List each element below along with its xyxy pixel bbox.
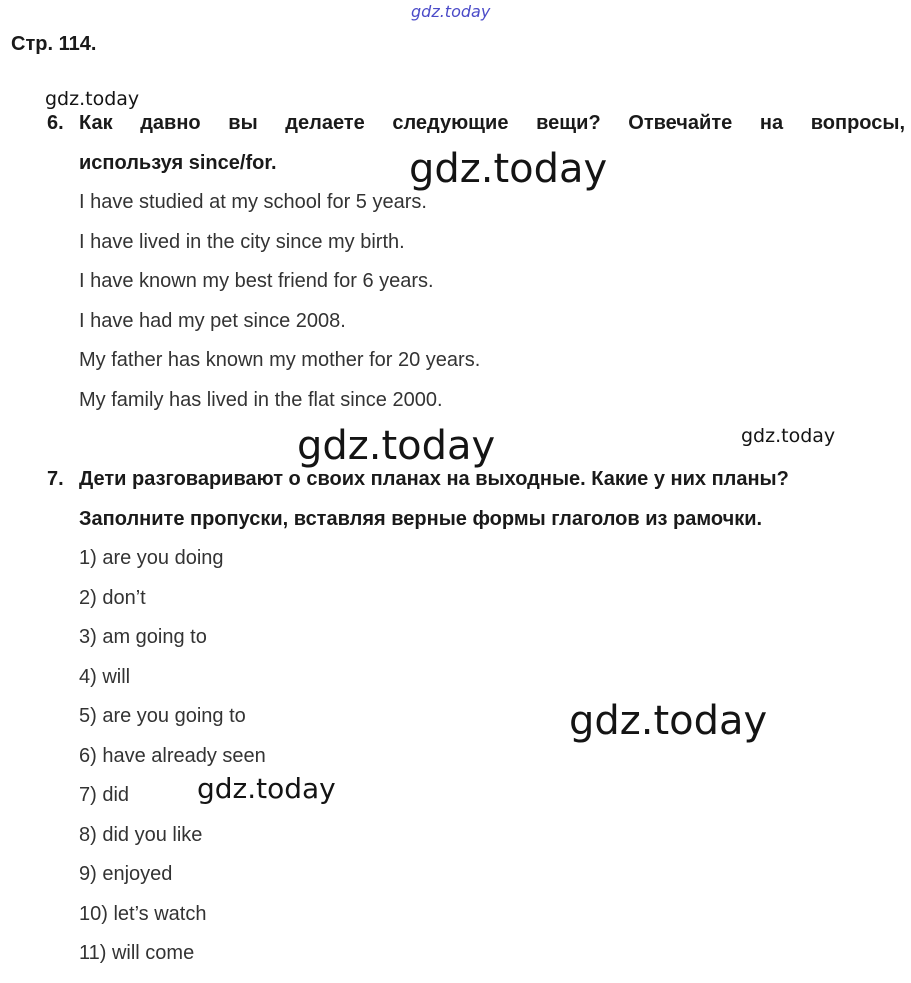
task-7-answer: 11) will come bbox=[79, 942, 195, 964]
task-7-answer: 6) have already seen bbox=[79, 745, 266, 767]
watermark-top: gdz.today bbox=[411, 2, 491, 21]
task-7-answer: 9) enjoyed bbox=[79, 863, 173, 885]
watermark: gdz.today bbox=[197, 772, 336, 805]
task-6-answer: I have studied at my school for 5 years. bbox=[79, 191, 427, 213]
task-7-answer: 3) am going to bbox=[79, 626, 207, 648]
watermark: gdz.today bbox=[409, 146, 608, 192]
task-7-answer: 1) are you doing bbox=[79, 547, 224, 569]
task-7-answer: 10) let’s watch bbox=[79, 903, 207, 925]
task-6-answer: I have had my pet since 2008. bbox=[79, 310, 346, 332]
watermark: gdz.today bbox=[297, 423, 496, 469]
task-6-number: 6. bbox=[47, 112, 64, 134]
task-7-question-line-2: Заполните пропуски, вставляя верные формы глаголов из рамочки. bbox=[79, 508, 763, 530]
task-7-answer: 8) did you like bbox=[79, 824, 203, 846]
watermark: gdz.today bbox=[741, 425, 836, 447]
task-7-question-line-1: Дети разговаривают о своих планах на выходные. Какие у них планы? bbox=[79, 468, 789, 490]
task-6-question-line-1: Как давно вы делаете следующие вещи? Отвечайте на вопросы, bbox=[79, 112, 905, 134]
page-title: Стр. 114. bbox=[11, 33, 97, 55]
task-6-answer: I have lived in the city since my birth. bbox=[79, 231, 405, 253]
task-7-answer: 4) will bbox=[79, 666, 131, 688]
task-6-answer: I have known my best friend for 6 years. bbox=[79, 270, 434, 292]
task-7-answer: 2) don’t bbox=[79, 587, 146, 609]
task-6-answer: My family has lived in the flat since 2000. bbox=[79, 389, 443, 411]
task-6-question-line-2: используя since/for. bbox=[79, 152, 277, 174]
watermark: gdz.today bbox=[45, 88, 140, 110]
watermark: gdz.today bbox=[569, 698, 768, 744]
task-7-answer: 7) did bbox=[79, 784, 130, 806]
task-7-answer: 5) are you going to bbox=[79, 705, 246, 727]
task-6-answer: My father has known my mother for 20 years. bbox=[79, 349, 481, 371]
task-7-number: 7. bbox=[47, 468, 64, 490]
